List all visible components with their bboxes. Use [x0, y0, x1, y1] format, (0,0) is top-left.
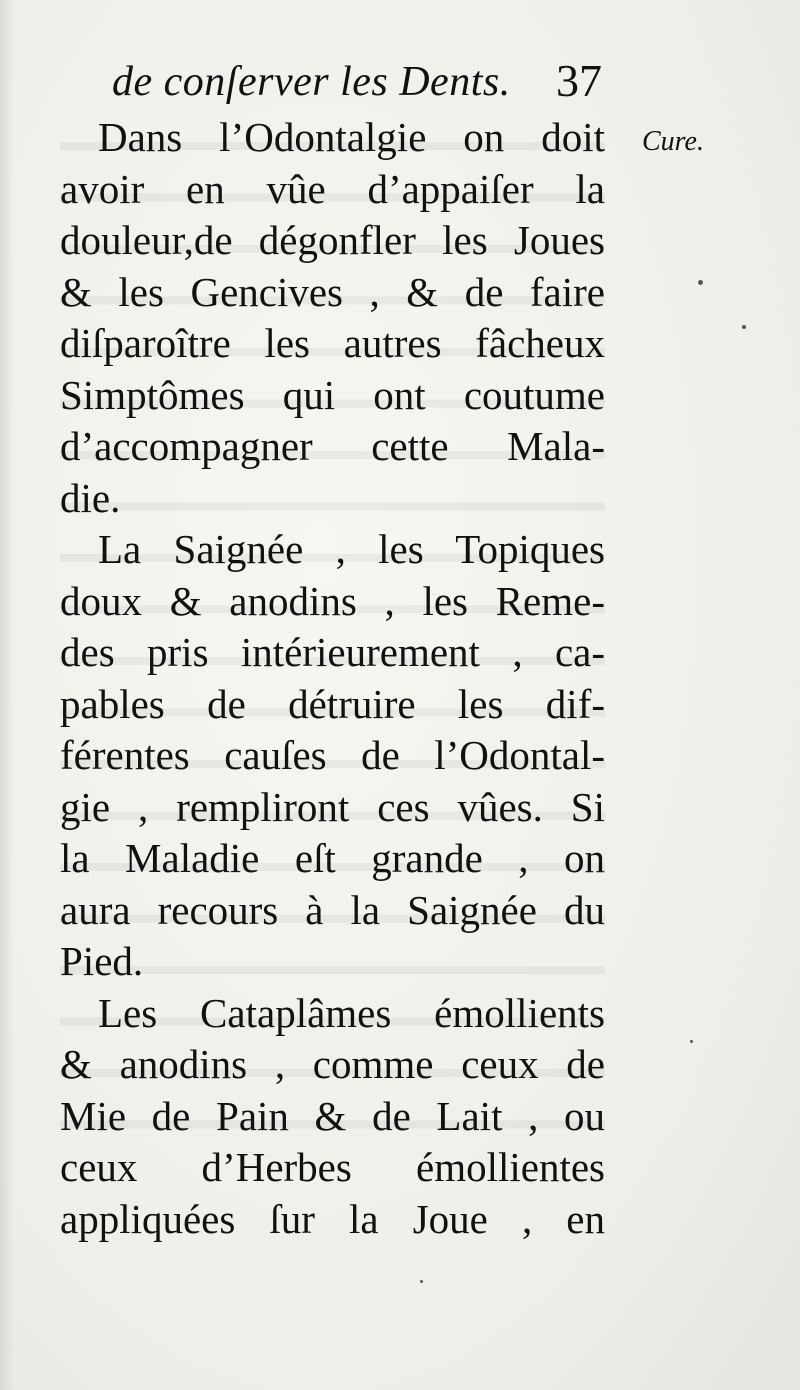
text-line: Les Cataplâmes émollients [98, 989, 605, 1036]
text-line: & anodins , comme ceux de [60, 1041, 605, 1087]
text-line: aura recours à la Saignée du [60, 886, 605, 933]
text-line: La Saignée , les Topiques [98, 526, 605, 572]
text-line: Pied. [60, 938, 144, 984]
text-line: pables de détruire les dif- [60, 680, 605, 727]
ink-speck [742, 325, 746, 329]
ink-speck [690, 1040, 693, 1043]
text-line: Mie de Pain & de Lait , ou [60, 1092, 605, 1139]
text-line: Simptômes qui ont coutume [60, 371, 605, 418]
text-line: des pris intérieurement , ca- [60, 629, 605, 675]
text-line: avoir en vûe d’appaiſer la [60, 165, 605, 212]
ink-speck [698, 280, 703, 285]
text-line: d’accompagner cette Mala- [60, 423, 605, 469]
body-text [60, 112, 605, 1245]
margin-note: Cure. [642, 126, 704, 157]
text-line: & les Gencives , & de faire [60, 268, 605, 315]
text-line: férentes cauſes de l’Odontal- [60, 732, 605, 778]
text-line: appliquées ſur la Joue , en [60, 1195, 605, 1242]
text-line: die. [60, 474, 121, 521]
text-line: gie , rempliront ces vûes. Si [60, 783, 605, 830]
text-line: ceux d’Herbes émollientes [60, 1144, 605, 1190]
page-edge-shadow [0, 0, 14, 1390]
text-line: doux & anodins , les Reme- [60, 577, 605, 624]
text-line: diſparoître les autres fâcheux [60, 320, 605, 366]
text-line: douleur,de dégonfler les Joues [60, 217, 605, 263]
ink-speck [420, 1280, 423, 1283]
text-line: la Maladie eſt grande , on [60, 835, 605, 881]
text-line: Dans l’Odontalgie on doit [98, 114, 605, 160]
running-head: de conſerver les Dents. [112, 59, 511, 105]
page-header [112, 52, 602, 112]
page-number: 37 [556, 55, 602, 106]
